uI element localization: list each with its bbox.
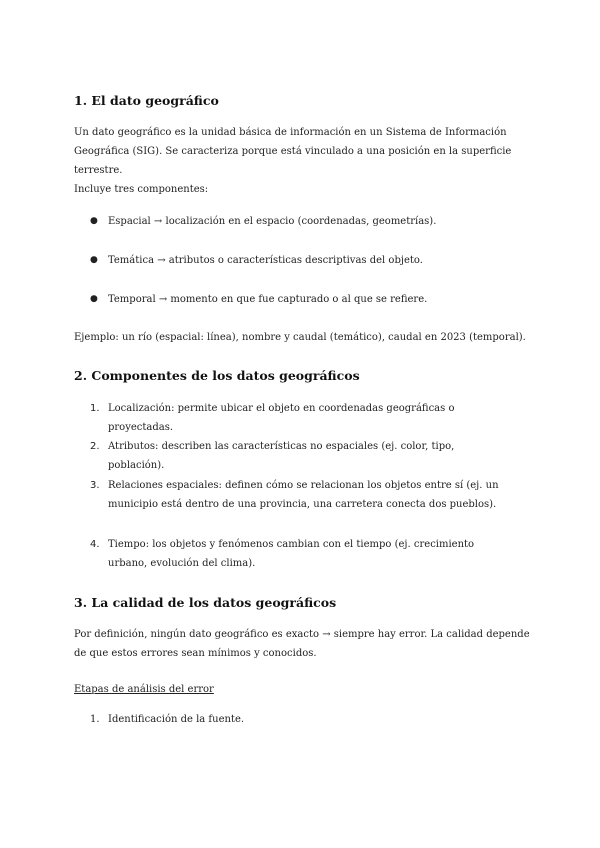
bullet-icon: ● [90,255,98,265]
list-number: 2. [90,441,100,452]
section-3-intro: Por definición, ningún dato geográfico es exacto → siempre hay error. La calidad depende de que estos errores sean mínimos y conocidos. [74,629,530,659]
list-number: 1. [90,403,100,414]
section-3-heading: 3. La calidad de los datos geográficos [74,595,337,610]
bullet-icon: ● [90,294,98,304]
bullet-icon: ● [90,216,98,226]
list-number: 1. [90,714,100,725]
section-1-intro-components: Incluye tres componentes: [74,184,209,195]
list-number: 3. [90,480,100,491]
section-1-example: Ejemplo: un río (espacial: línea), nombre y caudal (temático), caudal en 2023 (temporal). [74,332,526,343]
list-number: 4. [90,539,100,550]
document-page: 1. El dato geográfico Un dato geográfico es la unidad básica de información en un Sistema de Información Geográfica (SIG). Se caracteriza porque está vinculado a una posición en la superficie terrestre. Incluye tres componentes: ● Espacial → localización en el espacio (coordenadas, geometrías). ● Temática → atributos o características descriptivas del objeto. ● Temporal → momento en que fue capturado o al que se refiere. Ejemplo: un río (espacial: línea), nombre y caudal (temático), caudal en 2023 (temporal). 2. Componentes de los datos geográficos 1. Localización: permite ubicar el objeto en coordenadas geográficas o proyectadas. 2. Atributos: describen las características no espaciales (ej. color, tipo, población). 3. Relaciones espaciales: definen cómo se relacionan los objetos entre sí (ej. un municipio está dentro de una provincia, una carretera conecta dos pueblos). 4. Tiempo: los objetos y fenómenos cambian con el tiempo (ej. crecimiento urbano, evolución del clima). 3. La calidad de los datos geográficos Por definición, ningún dato geográfico es exacto → siempre hay error. La calidad depende de que estos errores sean mínimos y conocidos. Etapas de análisis del error 1. Identificación de la fuente. [0,0,600,848]
section-1-heading: 1. El dato geográfico [74,93,219,108]
section-2-heading: 2. Componentes de los datos geográficos [74,368,360,383]
section-1-intro: Un dato geográfico es la unidad básica de información en un Sistema de Información Geográfica (SIG). Se caracteriza porque está vinculado a una posición en la superficie terrestre. [74,127,512,176]
section-3-subheading: Etapas de análisis del error [74,684,214,695]
